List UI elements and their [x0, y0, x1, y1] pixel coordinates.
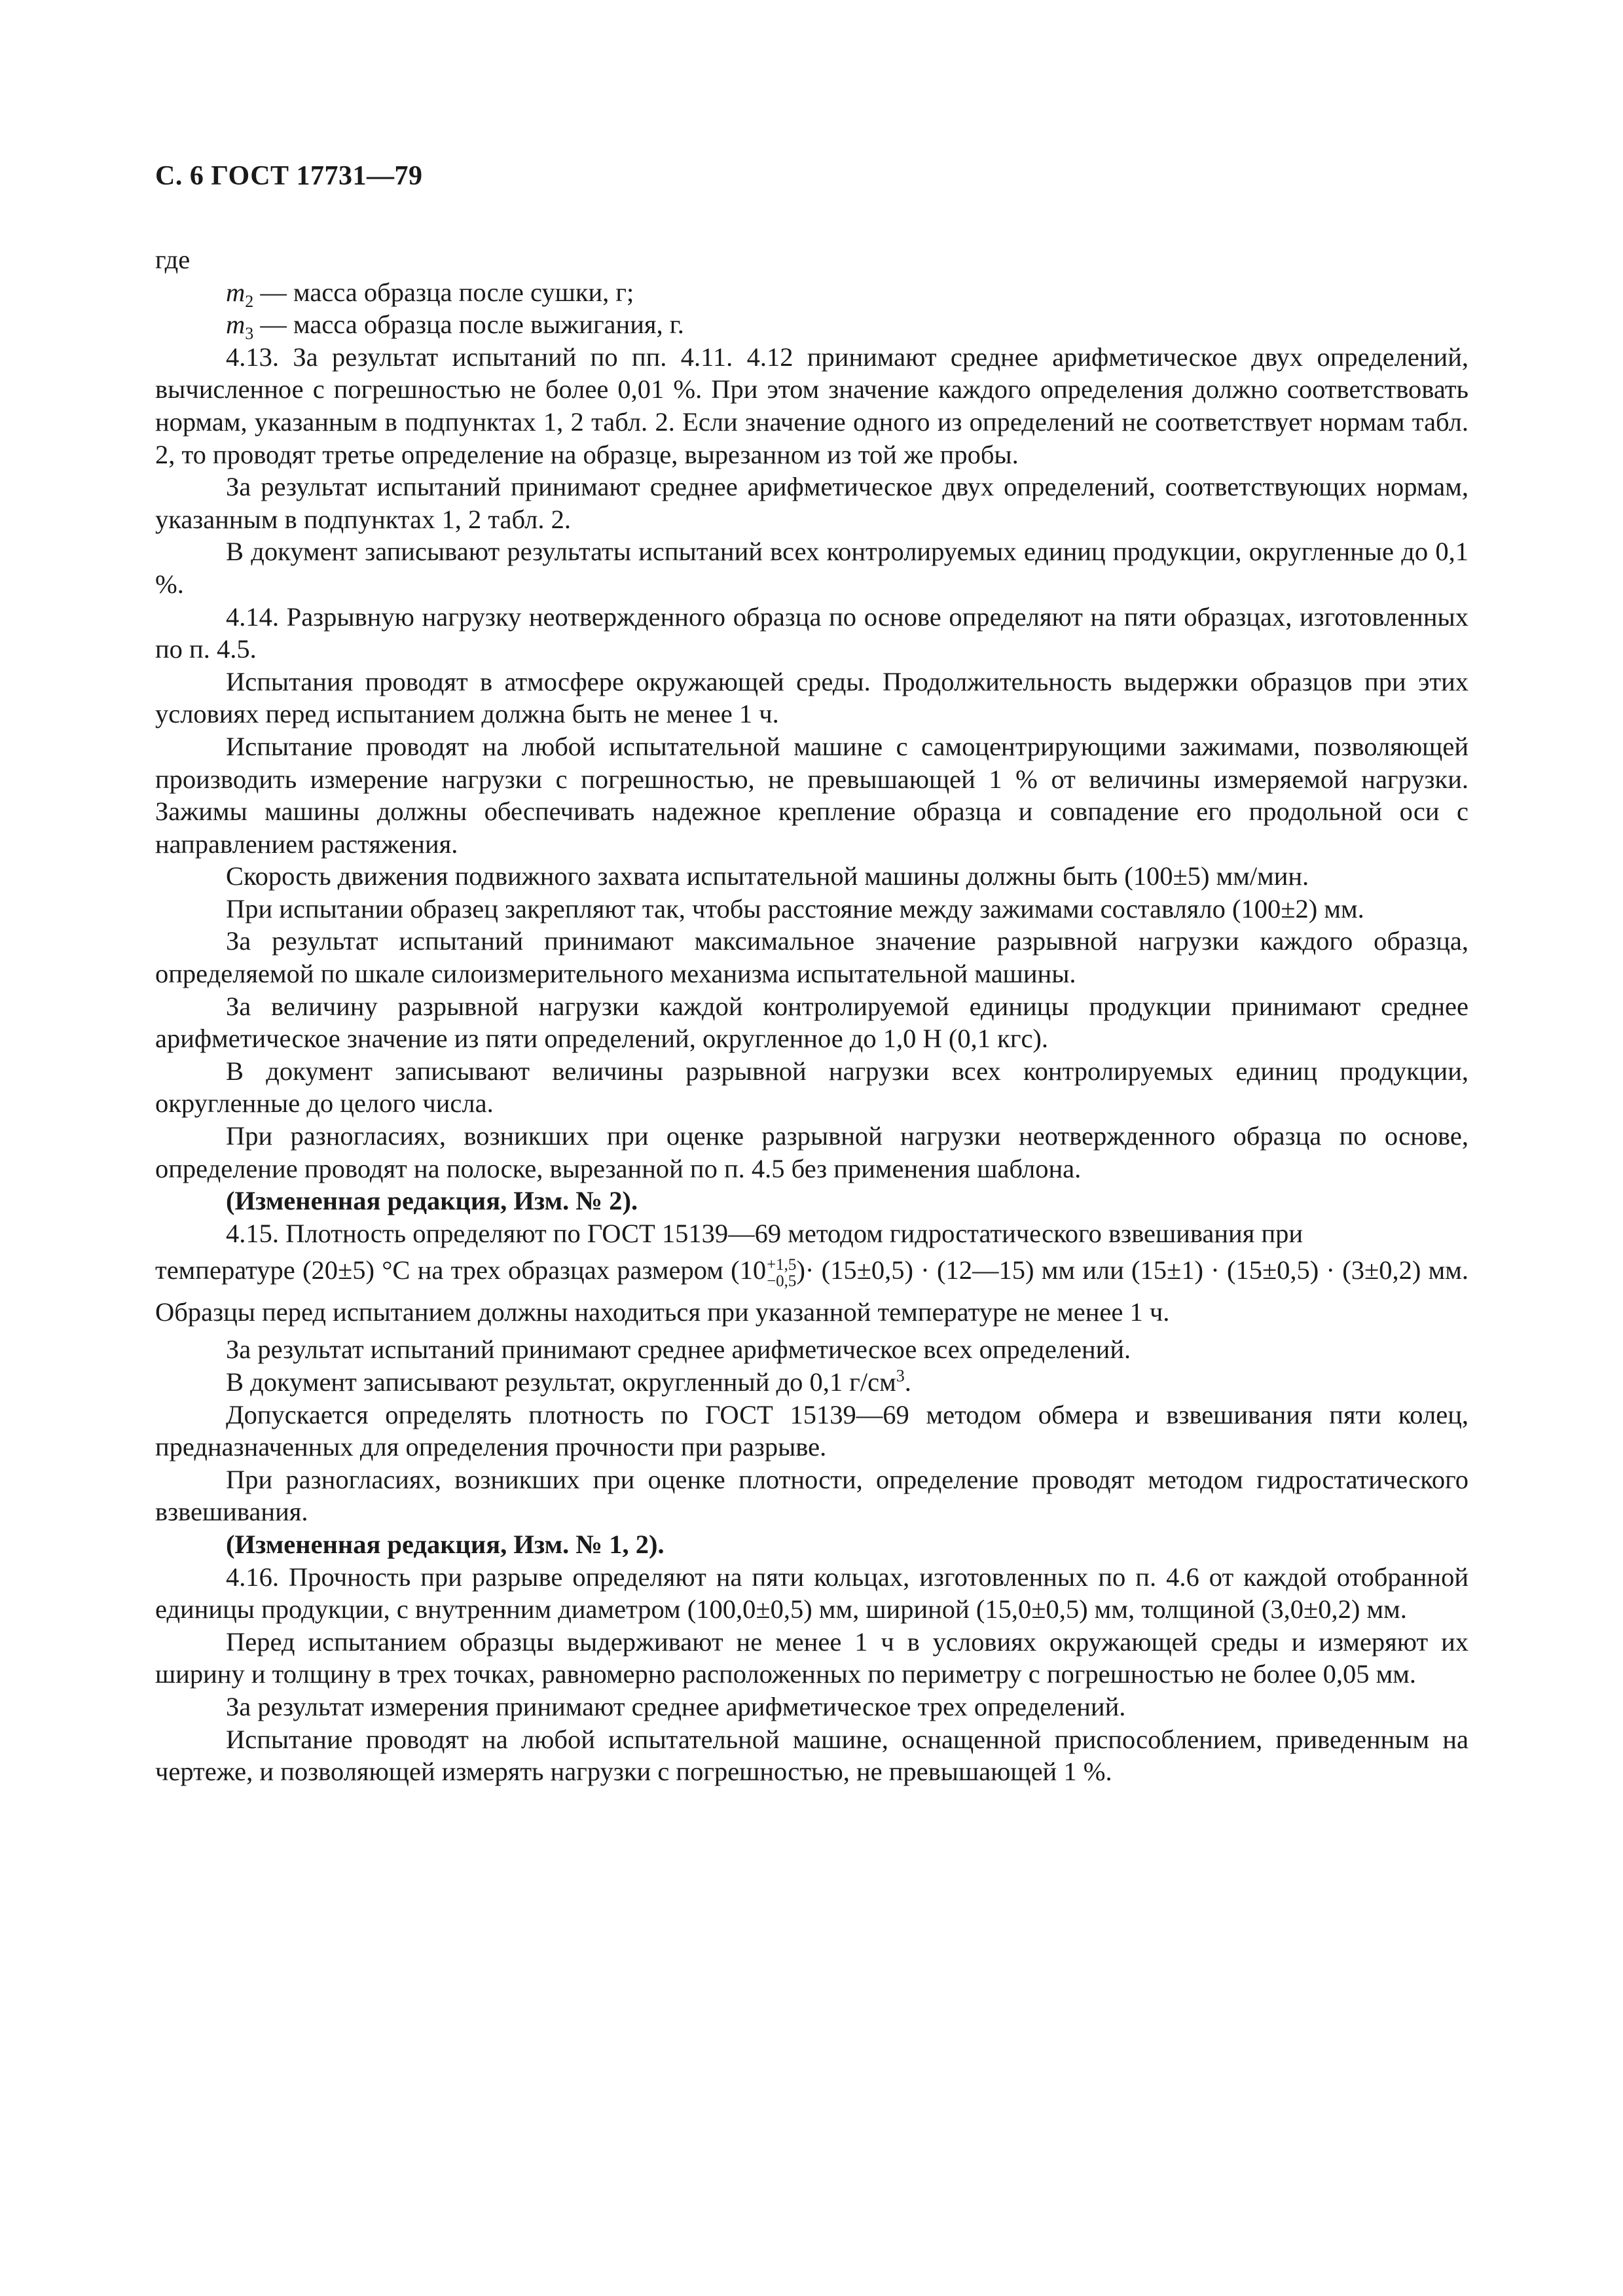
- document-body: [155, 243, 1468, 1788]
- paragraph: Перед испытанием образцы выдерживают не менее 1 ч в условиях окружающей среды и измеряют их ширину и толщину в трех точках, равномерно расположенных по периметру с погрешностью не более 0,05 мм.: [155, 1626, 1468, 1689]
- variable-symbol: m: [226, 277, 246, 307]
- unit-exponent: 3: [896, 1366, 905, 1386]
- paragraph: При разногласиях, возникших при оценке плотности, определение проводят методом гидростатического взвешивания.: [155, 1464, 1468, 1527]
- page-header: С. 6 ГОСТ 17731—79: [155, 161, 423, 191]
- paragraph: За результат испытаний принимают среднее арифметическое всех определений.: [226, 1335, 1131, 1365]
- definition-text: — масса образца после сушки, г;: [253, 277, 634, 307]
- paragraph-text: В документ записывают результат, округленный до 0,1 г/см: [226, 1367, 896, 1397]
- definition-m3: [155, 308, 1468, 344]
- paragraph-text: )· (15±0,5) · (12—15) мм или (15±1) · (15±0,5) · (3±0,2) мм. Образцы перед испытанием должны находиться при указанной температуре не менее 1 ч.: [155, 1255, 1469, 1327]
- paragraph-4-13: 4.13. За результат испытаний по пп. 4.11. 4.12 принимают среднее арифметическое двух определений, вычисленное с погрешностью не более 0,01 %. При этом значение каждого определения должно соответствовать нормам, указанным в подпунктах 1, 2 табл. 2. Если значение одного из определений не соответствует нормам табл. 2, то проводят третье определение на образце, вырезанном из той же пробы.: [155, 342, 1468, 469]
- paragraph: За результат испытаний принимают среднее арифметическое двух определений, соответствующих нормам, указанным в подпунктах 1, 2 табл. 2.: [155, 472, 1468, 534]
- amendment-note: (Измененная редакция, Изм. № 2).: [226, 1186, 638, 1216]
- paragraph-4-14: 4.14. Разрывную нагрузку неотвержденного образца по основе определяют на пяти образцах, изготовленных по п. 4.5.: [155, 601, 1468, 664]
- definition-text: — масса образца после выжигания, г.: [253, 310, 684, 340]
- paragraph: При испытании образец закрепляют так, чтобы расстояние между зажимами составляло (100±2) мм.: [226, 893, 1364, 924]
- paragraph: Испытание проводят на любой испытательной машине, оснащенной приспособлением, приведенным на чертеже, и позволяющей измерять нагрузки с погрешностью, не превышающей 1 %.: [155, 1724, 1468, 1787]
- tolerance-lower: −0,5: [767, 1272, 797, 1291]
- paragraph: За величину разрывной нагрузки каждой контролируемой единицы продукции принимают среднее арифметическое значение из пяти определений, округленное до 1,0 Н (0,1 кгс).: [155, 991, 1468, 1054]
- paragraph: При разногласиях, возникших при оценке разрывной нагрузки неотвержденного образца по основе, определение проводят на полоске, вырезанной по п. 4.5 без применения шаблона.: [155, 1121, 1468, 1183]
- paragraph: В документ записывают результаты испытаний всех контролируемых единиц продукции, округленные до 0,1 %.: [155, 537, 1468, 599]
- variable-subscript: 3: [245, 324, 254, 344]
- paragraph: За результат измерения принимают среднее арифметическое трех определений.: [226, 1691, 1126, 1721]
- paragraph: Испытание проводят на любой испытательной машине с самоцентрирующими зажимами, позволяющей производить измерение нагрузки с погрешностью, не превышающей 1 % от величины измеряемой нагрузки. Зажимы машины должны обеспечивать надежное крепление образца и совпадение его продольной оси с направлением растяжения.: [155, 731, 1468, 859]
- paragraph-4-16: 4.16. Прочность при разрыве определяют на пяти кольцах, изготовленных по п. 4.6 от каждой отобранной единицы продукции, с внутренним диаметром (100,0±0,5) мм, шириной (15,0±0,5) мм, толщиной (3,0±0,2) мм.: [155, 1562, 1468, 1624]
- paragraph: Скорость движения подвижного захвата испытательной машины должны быть (100±5) мм/мин.: [226, 861, 1309, 891]
- definition-m2: [155, 276, 1468, 309]
- paragraph-density: [155, 1366, 1468, 1399]
- variable-subscript: 2: [245, 291, 254, 311]
- paragraph-4-15-line1: 4.15. Плотность определяют по ГОСТ 15139—69 методом гидростатического взвешивания при: [226, 1218, 1304, 1248]
- tolerance-upper: +1,5: [767, 1256, 797, 1274]
- paragraph-text: температуре (20±5) °С на трех образцах размером (10: [155, 1255, 767, 1285]
- amendment-note: (Измененная редакция, Изм. № 1, 2).: [226, 1529, 665, 1559]
- paragraph-text: .: [904, 1367, 911, 1397]
- paragraph: В документ записывают величины разрывной нагрузки всех контролируемых единиц продукции, округленные до целого числа.: [155, 1056, 1468, 1119]
- paragraph: За результат испытаний принимают максимальное значение разрывной нагрузки каждого образца, определяемой по шкале силоизмерительного механизма испытательной машины.: [155, 926, 1468, 989]
- where-word: где: [155, 245, 191, 274]
- paragraph-4-15: [155, 1249, 1468, 1333]
- variable-symbol: m: [226, 310, 246, 340]
- tolerance-scripts: [766, 1257, 796, 1289]
- paragraph: Допускается определять плотность по ГОСТ 15139—69 методом обмера и взвешивания пяти колец, предназначенных для определения прочности при разрыве.: [155, 1399, 1468, 1462]
- paragraph: Испытания проводят в атмосфере окружающей среды. Продолжительность выдержки образцов при этих условиях перед испытанием должна быть не менее 1 ч.: [155, 666, 1468, 729]
